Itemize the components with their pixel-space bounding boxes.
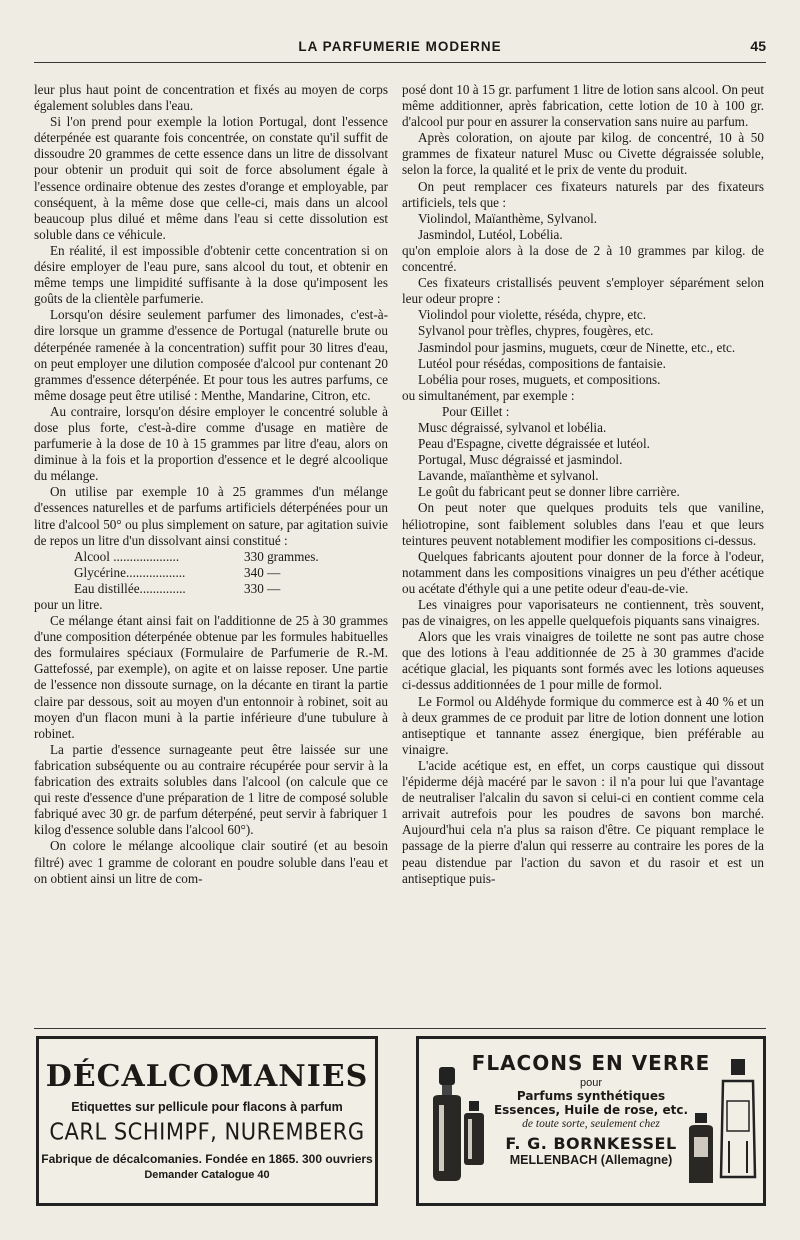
list-item: Lavande, maïanthème et sylvanol. bbox=[418, 468, 599, 484]
right-column bbox=[402, 82, 764, 887]
paragraph: On colore le mélange alcoolique clair soutiré (et au besoin filtré) avec 1 gramme de colorant en poudre soluble dans l'eau et on obtient ainsi un litre de com- bbox=[34, 838, 388, 886]
paragraph: Le goût du fabricant peut se donner libre carrière. bbox=[418, 484, 680, 500]
paragraph: Si l'on prend pour exemple la lotion Portugal, dont l'essence déterpénée est quarante fois concentrée, on constate qu'il suffit de dissoudre 20 grammes de cette essence dans un litre de dissolvant pour obtenir un produit qui soit de force absolument égale à l'essence ordinaire obtenue des zestes d'orange et employable, par conséquent, à la même dose que celle-ci, mais dans un alcool beaucoup plus dilué et même dans l'eau si cette dissolution est soluble dans ce véhicule. bbox=[34, 114, 388, 242]
page-number: 45 bbox=[750, 38, 766, 54]
paragraph: Ce mélange étant ainsi fait on l'additionne de 25 à 30 grammes d'une composition déterpénée obtenue par les formules habituelles des formulaires spéciaux (Formulaire de Parfumerie de R.-M. Gattefossé, par exemple), on agite et on laisse reposer. Une partie de l'essence non dissoute surnage, on la décante en tirant la partie claire par dessous, soit au moyen d'un entonnoir à robinet, soit au moyen d'un flacon muni à la partie inférieure d'une tubulure à robinet. bbox=[34, 613, 388, 741]
formula-row bbox=[74, 549, 388, 565]
list-item: Lobélia pour roses, muguets, et compositions. bbox=[418, 371, 661, 387]
list-item: Lutéol pour résédas, compositions de fantaisie. bbox=[418, 355, 666, 371]
advertisement-flacons bbox=[416, 1036, 766, 1206]
ad-title: DÉCALCOMANIES bbox=[45, 1059, 369, 1094]
ad-location: MELLENBACH (Allemagne) bbox=[509, 1153, 673, 1167]
paragraph: leur plus haut point de concentration et fixés au moyen de corps également solubles dans l'eau. bbox=[34, 82, 388, 114]
ad-text: Essences, Huile de rose, etc. bbox=[493, 1103, 689, 1117]
list-item: Musc dégraissé, sylvanol et lobélia. bbox=[418, 419, 607, 435]
journal-title: LA PARFUMERIE MODERNE bbox=[298, 39, 502, 54]
formula-ingredient: Alcool .................... bbox=[74, 548, 180, 564]
list-item: Portugal, Musc dégraissé et jasmindol. bbox=[418, 452, 623, 468]
paragraph: La partie d'essence surnageante peut être laissée sur une fabrication subséquente ou au contraire récupérée pour servir à la fabrication des extraits solubles dans l'alcool (on calcule que ce qui reste d'essence d'une préparation de 1 litre de composé soluble fabriqué avec 30 gr. de parfum déterpéné, peut servir à fabriquer 1 kilog d'essence soluble dans l'alcool 60°). bbox=[34, 741, 388, 838]
paragraph: Le Formol ou Aldéhyde formique du commerce est à 40 % et un à deux grammes de ce produit par litre de lotion donnent une lotion antiseptique et tannante assez énergique, bien préférable au vinaigre. bbox=[402, 693, 764, 757]
bottle-illustration-small bbox=[461, 1099, 487, 1169]
paragraph: En réalité, il est impossible d'obtenir cette concentration si on désire employer de l'eau pure, sans alcool du tout, et obtenir en même temps une limpidité suffisante à la dose qu'imposent les goûts de la clientèle parfumerie. bbox=[34, 242, 388, 307]
formula-quantity: 340 — bbox=[244, 564, 281, 580]
paragraph: Lorsqu'on désire seulement parfumer des limonades, c'est-à-dire lorsque un gramme d'essence de Portugal (naturelle brute ou déterpénée ramenée à la concentration) suffit pour 30 litres d'eau, on peut employer une dilution composée d'alcool pur contenant 20 grammes d'essence déterpénée. Et pour tous les autres parfums, ce même dosage peut être utilisé : Menthe, Mandarine, Citron, etc. bbox=[34, 307, 388, 403]
list-item: Peau d'Espagne, civette dégraissée et lutéol. bbox=[418, 436, 650, 452]
ad-company-name: CARL SCHIMPF, NUREMBERG bbox=[49, 1118, 365, 1146]
ad-title: FLACONS EN VERRE bbox=[471, 1051, 711, 1075]
paragraph: Alors que les vrais vinaigres de toilette ne sont pas autre chose que des lotions à l'eau additionnée de 25 à 30 grammes d'acide acétique glacial, les piquants sont formés avec les lotions aqueuses ci-dessus additionnées de 1 pour mille de formol. bbox=[402, 629, 764, 693]
paragraph: posé dont 10 à 15 gr. parfument 1 litre de lotion sans alcool. On peut même additionner, après fabrication, cette lotion de 10 à 100 gr. d'alcool pur pour en assurer la conservation sans nuire au parfum. bbox=[402, 82, 764, 130]
list-item: Jasmindol, Lutéol, Lobélia. bbox=[418, 226, 563, 242]
ad-subtitle: Etiquettes sur pellicule pour flacons à parfum bbox=[71, 1100, 343, 1114]
formula-row bbox=[74, 565, 388, 581]
bottle-illustration-medium bbox=[685, 1111, 717, 1189]
formula-ingredient: Eau distillée.............. bbox=[74, 580, 186, 596]
formula-row bbox=[74, 581, 388, 597]
paragraph: Quelques fabricants ajoutent pour donner de la force à l'odeur, notamment dans les compositions vinaigres un peu d'éther acétique ou acétate d'éthyle qui a une petite odeur d'eau-de-vie. bbox=[402, 548, 764, 596]
ad-company-name: F. G. BORNKESSEL bbox=[505, 1134, 677, 1153]
ad-catalogue-note: Demander Catalogue 40 bbox=[144, 1169, 270, 1181]
advertisement-decalcomanies bbox=[36, 1036, 378, 1206]
paragraph: Au contraire, lorsqu'on désire employer le concentré soluble à dose plus forte, c'est-à-dire comme d'usage en matière de parfumerie à la dose de 10 à 15 grammes par litre d'eau, alors on diminue à la fois et la proportion d'essence et le degré alcoolique du mélange. bbox=[34, 403, 388, 484]
formula-ingredient: Glycérine.................. bbox=[74, 564, 186, 580]
list-item: Violindol pour violette, réséda, chypre, etc. bbox=[418, 307, 647, 323]
formula-quantity: 330 grammes. bbox=[244, 548, 319, 564]
formula-quantity: 330 — bbox=[244, 580, 281, 596]
paragraph: On peut remplacer ces fixateurs naturels par des fixateurs artificiels, tels que : bbox=[402, 178, 764, 210]
paragraph: On peut noter que quelques produits tels que vaniline, héliotropine, sont faiblement solubles dans l'eau et que leurs teintures peuvent notablement modifier les compositions ci-dessus. bbox=[402, 500, 764, 548]
paragraph: Après coloration, on ajoute par kilog. de concentré, 10 à 50 grammes de fixateur naturel Musc ou Civette dégraissée soluble, selon la force, la qualité et le prix de vente du produit. bbox=[402, 130, 764, 178]
paragraph: L'acide acétique est, en effet, un corps caustique qui dissout l'épiderme déjà macéré par le savon : il n'a pour lui que l'avantage de neutraliser l'alcalin du savon si celui-ci en contient comme cela arrivait autrefois pour les poudres de savons bon marché. Aujourd'hui cela n'a plus sa raison d'être. Ce piquant remplace le passage de la pierre d'alun qui resserre au contraire les pores de la peau distendue par l'action du savon et du rasoir et est un antiseptique puis- bbox=[402, 757, 764, 886]
paragraph: ou simultanément, par exemple : bbox=[402, 387, 575, 403]
list-item: Jasmindol pour jasmins, muguets, cœur de Ninette, etc., etc. bbox=[418, 339, 736, 355]
ad-separator bbox=[34, 1028, 766, 1029]
formula-table bbox=[34, 549, 388, 597]
bottle-illustration-right bbox=[715, 1057, 761, 1187]
page-header bbox=[34, 36, 766, 63]
paragraph: Pour Œillet : bbox=[442, 403, 510, 419]
paragraph: On utilise par exemple 10 à 25 grammes d'un mélange d'essences naturelles et de parfums artificiels déterpénées pour un litre d'alcool 50° ou plus simplement on sature, par agitation suivie de repos un litre d'un dissolvant ainsi constitué : bbox=[34, 484, 388, 548]
ad-description: Fabrique de décalcomanies. Fondée en 1865. 300 ouvriers bbox=[41, 1152, 373, 1166]
left-column bbox=[34, 82, 388, 887]
paragraph: qu'on emploie alors à la dose de 2 à 10 grammes par kilog. de concentré. bbox=[402, 242, 764, 275]
paragraph: Les vinaigres pour vaporisateurs ne contiennent, très souvent, pas de vinaigres, on les appelle quelquefois piquants sans vinaigres. bbox=[402, 597, 764, 629]
list-item: Violindol, Maïanthème, Sylvanol. bbox=[418, 210, 598, 226]
paragraph: Ces fixateurs cristallisés peuvent s'employer séparément selon leur odeur propre : bbox=[402, 275, 764, 307]
list-item: Sylvanol pour trèfles, chypres, fougères, etc. bbox=[418, 323, 654, 339]
ad-text: pour bbox=[579, 1077, 603, 1089]
paragraph: pour un litre. bbox=[34, 597, 103, 612]
ad-text: Parfums synthétiques bbox=[516, 1089, 666, 1103]
ad-text: de toute sorte, seulement chez bbox=[522, 1118, 660, 1130]
